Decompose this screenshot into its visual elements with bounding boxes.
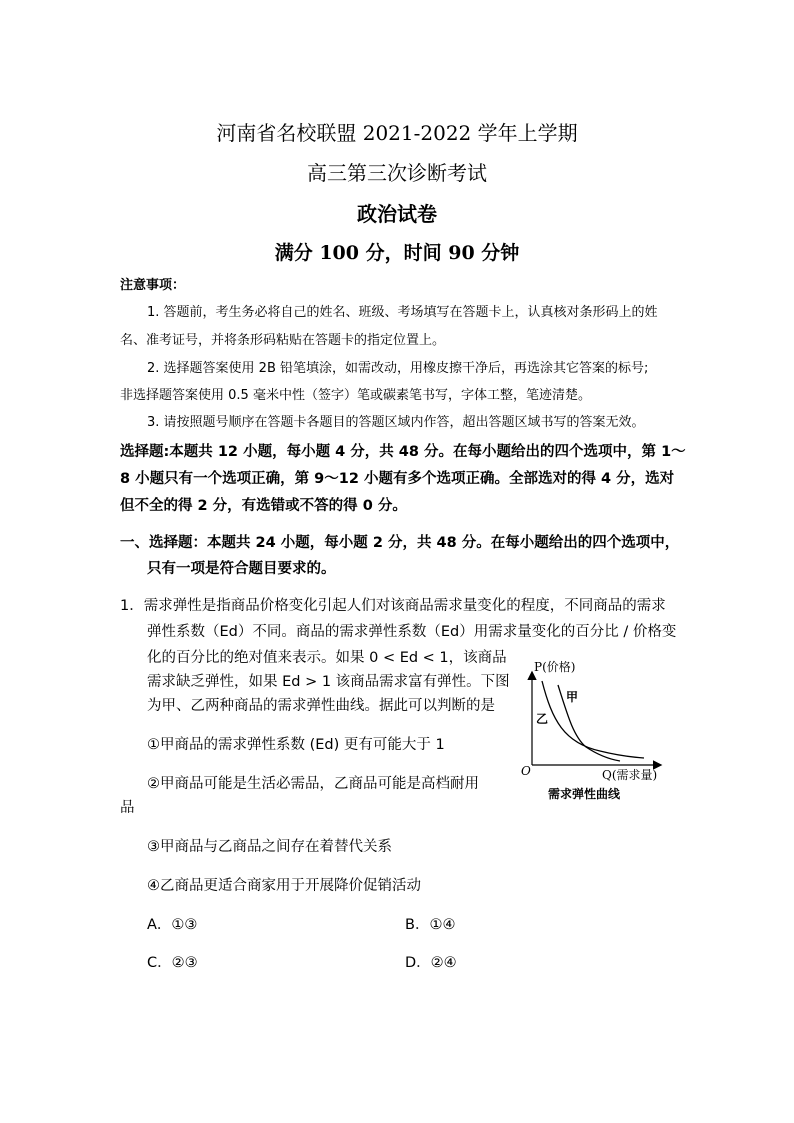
q1-stem-line1: 1．需求弹性是指商品价格变化引起人们对该商品需求量变化的程度，不同商品的需求 xyxy=(120,598,666,614)
exam-title-line2: 高三第三次诊断考试 xyxy=(307,161,487,185)
instructions-line2: 8 小题只有一个选项正确，第 9～12 小题有多个选项正确。全部选对的得 4 分，选对 xyxy=(120,471,675,487)
exam-subject-title: 政治试卷 xyxy=(357,202,437,226)
q1-stem-line4: 需求缺乏弹性，如果 Ed > 1 该商品需求富有弹性。下图 xyxy=(147,674,510,690)
curve-jia-label: 甲 xyxy=(566,690,579,704)
q1-stem-line5: 为甲、乙两种商品的需求弹性曲线。据此可以判断的是 xyxy=(147,698,495,714)
notes-heading: 注意事项： xyxy=(120,278,186,293)
q1-option-c[interactable]: C．②③ xyxy=(147,955,198,971)
q1-statement-2-line1: ②甲商品可能是生活必需品，乙商品可能是高档耐用 xyxy=(147,776,479,792)
instructions-line3: 但不全的得 2 分，有选错或不答的得 0 分。 xyxy=(120,498,407,514)
note-2-line1: 2. 选择题答案使用 2B 铅笔填涂，如需改动，用橡皮擦干净后，再选涂其它答案的标号; xyxy=(147,361,649,376)
q1-stem-line3: 化的百分比的绝对值来表示。如果 0 < Ed < 1，该商品 xyxy=(147,650,507,666)
exam-title-line1: 河南省名校联盟 2021-2022 学年上学期 xyxy=(216,121,578,145)
q1-stem-line2: 弹性系数（Ed）不同。商品的需求弹性系数（Ed）用需求量变化的百分比 / 价格变 xyxy=(147,624,677,640)
q1-option-d[interactable]: D．②④ xyxy=(405,955,457,971)
figure-caption: 需求弹性曲线 xyxy=(548,787,621,801)
note-1-line2: 名、准考证号，并将条形码粘贴在答题卡的指定位置上。 xyxy=(120,333,446,348)
demand-elasticity-figure xyxy=(512,655,672,805)
exam-score-time: 满分 100 分，时间 90 分钟 xyxy=(274,242,520,264)
note-3: 3. 请按照题号顺序在答题卡各题目的答题区域内作答，超出答题区域书写的答案无效。 xyxy=(147,415,645,430)
note-1-line1: 1. 答题前，考生务必将自己的姓名、班级、考场填写在答题卡上，认真核对条形码上的姓 xyxy=(147,305,658,320)
instructions-line1: 选择题:本题共 12 小题，每小题 4 分，共 48 分。在每小题给出的四个选项中，第 1～ xyxy=(120,444,686,460)
curve-yi-label: 乙 xyxy=(536,712,549,726)
q1-statement-1: ①甲商品的需求弹性系数 (Ed) 更有可能大于 1 xyxy=(147,737,445,753)
q1-option-a[interactable]: A．①③ xyxy=(147,917,198,933)
note-2-line2: 非选择题答案使用 0.5 毫米中性（签字）笔或碳素笔书写，字体工整，笔迹清楚。 xyxy=(120,388,591,403)
q1-statement-4: ④乙商品更适合商家用于开展降价促销活动 xyxy=(147,878,421,894)
origin-label: O xyxy=(521,764,531,778)
q1-option-b[interactable]: B．①④ xyxy=(405,917,456,933)
section1-line2: 只有一项是符合题目要求的。 xyxy=(147,561,336,577)
section1-line1: 一、选择题：本题共 24 小题，每小题 2 分，共 48 分。在每小题给出的四个选项中， xyxy=(120,535,680,551)
q1-statement-2-line2: 品 xyxy=(120,800,135,816)
x-axis-label: Q(需求量) xyxy=(602,768,658,782)
curve-yi xyxy=(542,681,644,758)
y-axis-label: P(价格) xyxy=(534,660,576,674)
q1-statement-3: ③甲商品与乙商品之间存在着替代关系 xyxy=(147,839,392,855)
